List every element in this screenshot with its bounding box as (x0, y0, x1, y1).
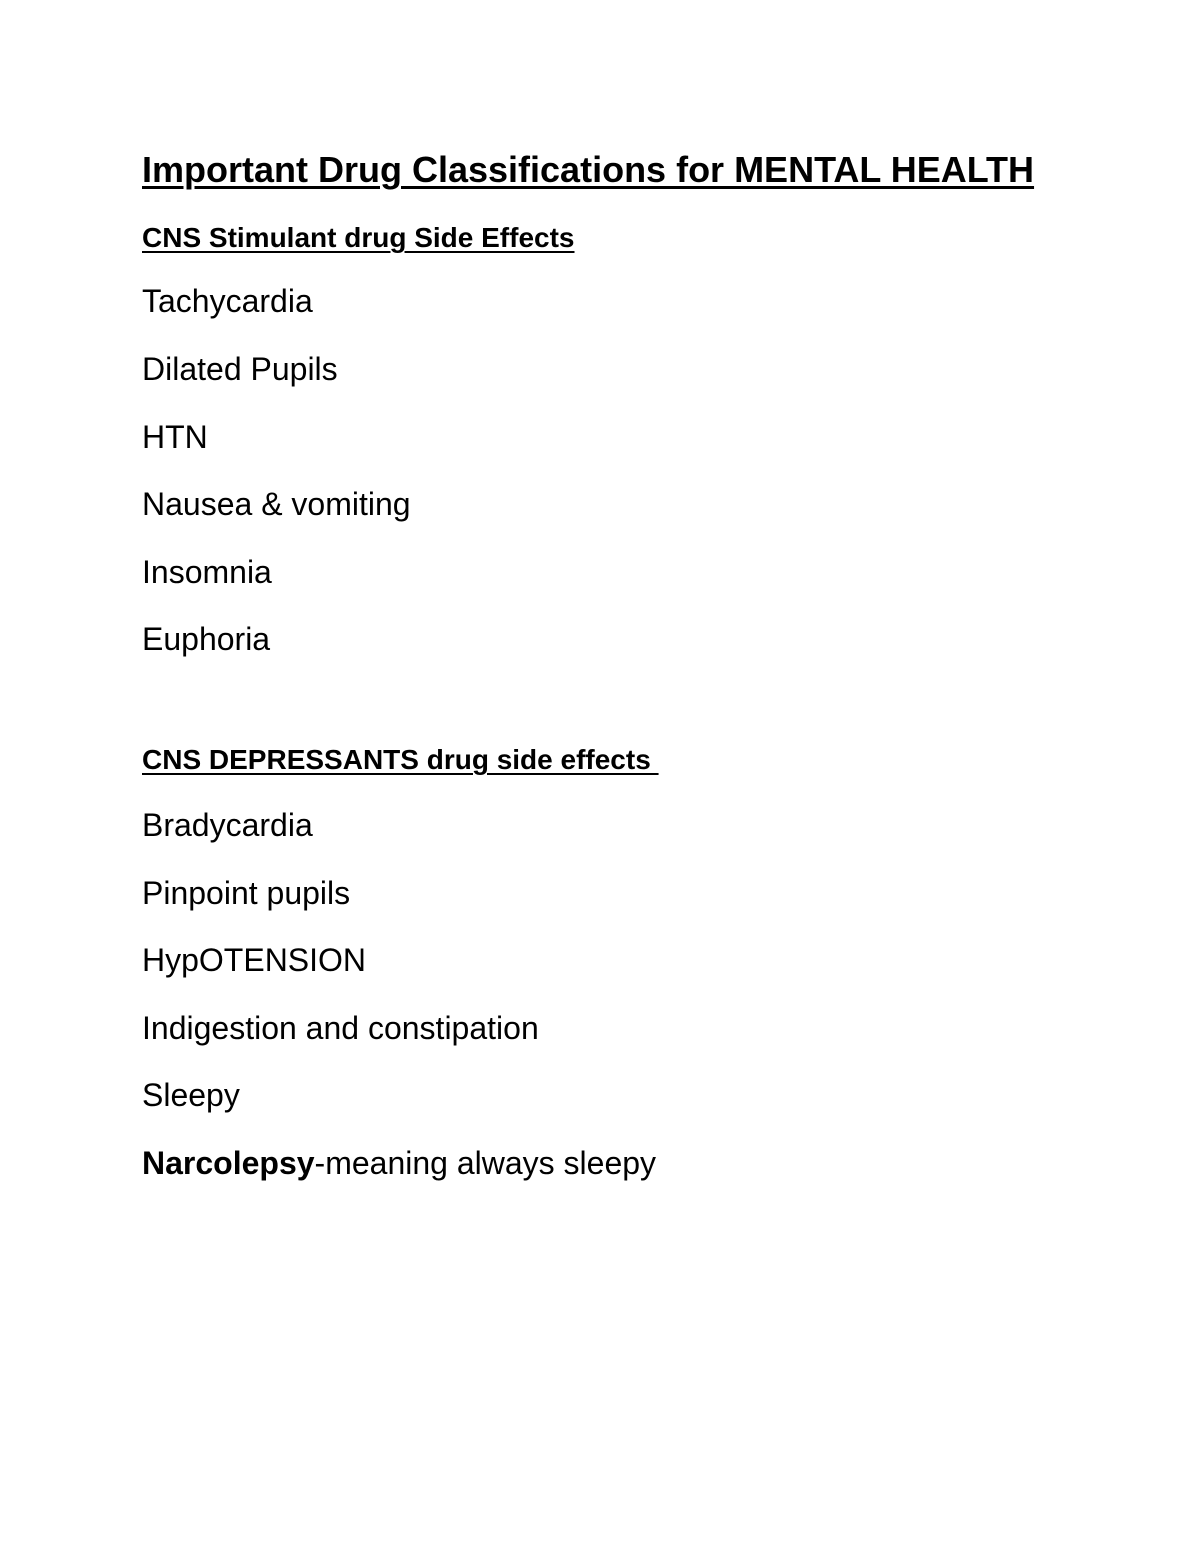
list-item: Dilated Pupils (142, 351, 338, 387)
page-title: Important Drug Classifications for MENTAL HEALTH (142, 149, 1035, 190)
list-item-narcolepsy (142, 1147, 656, 1179)
list-item: Nausea & vomiting (142, 486, 411, 522)
list-item: Sleepy (142, 1077, 240, 1113)
term: Narcolepsy (142, 1145, 315, 1181)
list-item: Indigestion and constipation (142, 1010, 539, 1046)
definition: -meaning always sleepy (314, 1145, 657, 1181)
list-item: Euphoria (142, 621, 271, 657)
list-item: HypOTENSION (142, 942, 367, 978)
list-item: Bradycardia (142, 807, 313, 843)
list-item: Insomnia (142, 554, 272, 590)
list-item: HTN (142, 419, 208, 455)
section-heading: CNS DEPRESSANTS drug side effects (142, 744, 659, 775)
list-item: Tachycardia (142, 283, 313, 319)
section-heading: CNS Stimulant drug Side Effects (142, 222, 575, 253)
list-item: Pinpoint pupils (142, 875, 351, 911)
